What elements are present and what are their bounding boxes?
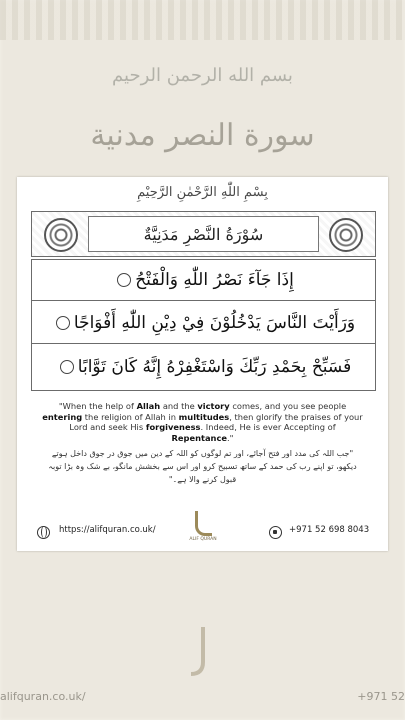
translation-text: . Indeed, He is ever Accepting of [200,422,336,432]
verse-line-1 [32,260,375,301]
translation-highlight: entering [42,411,83,422]
card-footer [17,517,388,547]
verse-text-3: فَسَبِّحْ بِحَمْدِ رَبِّكَ وَاسْتَغْفِرْهُ إِنَّهُ كَانَ تَوَّابًا [77,357,352,377]
verse-line-3 [32,347,375,387]
ayah-end-icon [60,360,74,374]
urdu-translation: "جب اللہ کی مدد اور فتح آجائے، اور تم لوگوں کو اللہ کے دین میں جوق در جوق داخل ہوتے دیکھو، تو اپنے رب کی حمد کے ساتھ تسبیح کرو اور اس سے بخشش مانگو، بے شک وہ بڑا توبہ قبول کرنے والا ہے۔" [48,449,357,484]
ayah-end-icon [56,316,70,330]
phone-number[interactable]: +971 52 698 8043 [289,525,370,535]
verse-line-2 [32,303,375,344]
rosette-left-icon [44,218,78,252]
translation-highlight: multitudes [178,411,230,422]
logo-mark-icon [195,511,212,536]
translation-highlight: Repentance [171,432,228,443]
translation-text: the religion of Allah in [82,411,179,422]
translation-text: "When the help of [58,401,137,411]
background-ornament-frame [0,0,405,40]
whatsapp-icon [269,526,282,539]
background-footer-url: alifquran.co.uk/ [0,690,86,703]
verse-text-2: وَرَأَيْتَ النَّاسَ يَدْخُلُوْنَ فِيْ دِيْنِ اللّٰهِ أَفْوَاجًا [73,313,356,333]
card-basmala: بِسْمِ اللّٰهِ الرَّحْمٰنِ الرَّحِيْمِ [137,185,268,200]
background-logo-icon [183,622,223,682]
website-link[interactable]: https://alifquran.co.uk/ [59,525,156,535]
surah-title: سُوْرَةُ النَّصْرِ مَدَنِيَّةٌ [88,216,319,252]
alif-quran-logo [187,511,219,542]
logo-text: ALIF QURAN [189,537,217,542]
surah-card [17,177,388,551]
translation-highlight: victory [197,401,230,411]
verse-text-1: إِذَا جَآءَ نَصْرُ اللّٰهِ وَالْفَتْحُ [135,270,294,290]
globe-icon [37,526,50,539]
rosette-right-icon [329,218,363,252]
translation-highlight: Allah [136,401,161,411]
translation-text: , then glorify the praises of your Lord and seek His [69,411,363,432]
verses-frame [31,259,376,391]
surah-title-band [31,211,376,257]
translation-text: and the [160,401,198,411]
translation-text: ." [227,432,234,443]
background-footer-phone: +971 52 [357,690,405,703]
translation-highlight: forgiveness [145,422,201,432]
ayah-end-icon [117,273,131,287]
background-surah-title: سورة النصر مدنية [90,118,315,153]
translation-text: comes, and you see people [229,401,347,411]
english-translation [41,401,364,443]
background-basmala: بسم الله الرحمن الرحيم [112,65,293,86]
